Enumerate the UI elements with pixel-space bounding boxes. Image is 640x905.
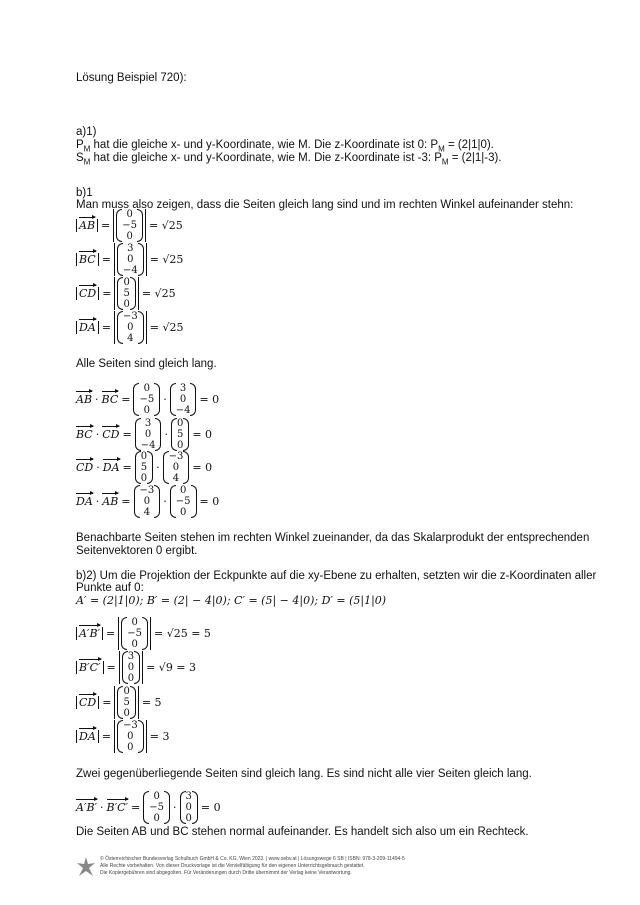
paren-right	[138, 311, 144, 344]
column-vector	[121, 617, 148, 650]
vector-component: 0	[131, 617, 138, 628]
vector-component: 0	[153, 813, 160, 824]
paren-left	[133, 383, 139, 416]
page-heading: Lösung Beispiel 720):	[76, 72, 187, 84]
abs-bars	[114, 686, 138, 719]
paren-right	[147, 451, 153, 484]
abs-bars	[114, 720, 147, 753]
vector-component: 0	[127, 254, 134, 265]
dot-operator: ·	[163, 393, 167, 406]
b2-length-row	[76, 720, 172, 753]
equals-sign: =	[101, 219, 111, 232]
vector-name: BC	[101, 393, 119, 406]
column-vector	[163, 451, 190, 484]
vector-component: 0	[176, 418, 184, 429]
vector-name: AB	[76, 393, 93, 406]
vector-component: −4	[140, 440, 156, 451]
vector-name: CD	[79, 287, 97, 300]
vector-component: 5	[176, 429, 184, 440]
part-b1-label: b)1	[76, 187, 93, 199]
b1-dot-row	[76, 418, 215, 451]
dot-operator: ·	[95, 393, 99, 406]
b1-dot-row	[76, 451, 215, 484]
vector-component: 0	[123, 708, 130, 719]
length-result: = 3	[149, 730, 170, 743]
vector-component: 0	[123, 277, 130, 288]
vector-component: 0	[140, 451, 148, 462]
paren-left	[180, 791, 186, 824]
vector-component: 0	[127, 662, 135, 673]
vector-component: 0	[140, 473, 148, 484]
vector-component: −3	[122, 720, 138, 731]
length-result: = √25	[149, 321, 184, 334]
b2-length-row	[76, 617, 214, 650]
vector-component: −5	[139, 394, 155, 405]
paren-left	[117, 720, 123, 753]
vector-component: 0	[143, 383, 151, 394]
b1-dot-row	[76, 383, 222, 416]
column-vector	[135, 418, 162, 451]
vector-component: 0	[127, 731, 134, 742]
column-vector	[143, 791, 170, 824]
dot-result: = 0	[199, 393, 220, 406]
column-vector	[171, 418, 189, 451]
vector-name: A′B′	[76, 801, 98, 814]
footer-line-3: Die Kopiergebühren sind abgegolten. Für Veränderungen durch Dritte übernimmt der Verlag keine Verantwortung.	[100, 870, 352, 876]
dot-operator: ·	[173, 801, 177, 814]
column-vector	[134, 485, 161, 518]
column-vector	[135, 451, 153, 484]
dot-result: = 0	[200, 801, 221, 814]
length-result: = √25 = 5	[154, 627, 211, 640]
equals-sign: =	[106, 661, 116, 674]
abs-bars	[76, 696, 99, 709]
equals-sign: =	[106, 627, 116, 640]
vector-component: 3	[127, 243, 134, 254]
vector-component: 0	[153, 791, 160, 802]
vector-component: 0	[179, 394, 187, 405]
b2-conclusion: Die Seiten AB und BC stehen normal aufeinander. Es handelt sich also um ein Rechteck.	[76, 826, 529, 838]
b2-intro-2: Punkte auf 0:	[76, 582, 144, 594]
paren-left	[143, 791, 149, 824]
equals-sign: =	[122, 461, 132, 474]
vector-component: −3	[168, 451, 184, 462]
vector-name: A′B′	[79, 627, 101, 640]
equals-sign: =	[101, 253, 111, 266]
paren-left	[170, 383, 176, 416]
equals-sign: =	[131, 801, 141, 814]
vector-component: 3	[127, 651, 135, 662]
paren-right	[190, 383, 196, 416]
vector-component: 0	[126, 231, 133, 242]
paren-right	[134, 651, 140, 684]
vector-component: 0	[185, 813, 192, 824]
column-vector	[117, 311, 144, 344]
vector-component: −5	[175, 496, 191, 507]
vector-component: 0	[143, 496, 151, 507]
vector-component: −5	[149, 802, 164, 813]
vector-component: 0	[123, 686, 130, 697]
footer-line-1: © Österreichischer Bundesverlag Schulbuch GmbH & Co. KG, Wien 2023. | www.oebv.at | Lösungswege 6 SB | ISBN: 978-3-209-11494-5	[100, 856, 405, 862]
abs-bars	[76, 661, 104, 674]
paren-right	[138, 720, 144, 753]
column-vector	[133, 383, 160, 416]
abs-bars	[114, 243, 147, 276]
paren-right	[154, 485, 160, 518]
paren-left	[117, 243, 123, 276]
vector-name: BC	[76, 428, 93, 441]
footer	[100, 856, 405, 877]
column-vector	[117, 277, 135, 310]
dot-operator: ·	[95, 495, 100, 508]
paren-left	[116, 209, 122, 242]
b2-intro-1: b)2) Um die Projektion der Eckpunkte auf die xy-Ebene zu erhalten, setzten wir die z-Koordinaten aller	[76, 570, 597, 582]
paren-right	[138, 243, 144, 276]
vector-component: 3	[185, 791, 192, 802]
abs-bars	[118, 617, 151, 650]
paren-left	[135, 451, 141, 484]
column-vector	[116, 209, 143, 242]
vector-component: −4	[122, 265, 138, 276]
column-vector	[180, 791, 198, 824]
vector-component: 5	[123, 697, 130, 708]
vector-component: 0	[179, 485, 187, 496]
equals-sign: =	[102, 696, 112, 709]
vector-component: 4	[172, 473, 180, 484]
dot-operator: ·	[96, 461, 100, 474]
equals-sign: =	[102, 287, 112, 300]
vector-name: DA	[102, 461, 120, 474]
vector-component: −5	[127, 628, 142, 639]
b1-length-row	[76, 243, 186, 276]
b1-equal-text: Alle Seiten sind gleich lang.	[76, 358, 217, 370]
column-vector	[170, 383, 197, 416]
dot-result: = 0	[199, 495, 220, 508]
column-vector	[117, 686, 135, 719]
vector-component: 3	[144, 418, 152, 429]
vector-component: 0	[176, 440, 184, 451]
vector-name: DA	[76, 495, 93, 508]
vector-component: 3	[179, 383, 187, 394]
b2-length-row	[76, 651, 199, 684]
paren-right	[191, 485, 197, 518]
vector-component: 0	[172, 462, 180, 473]
abs-bars	[76, 287, 99, 300]
vector-component: −3	[122, 311, 138, 322]
vector-name: CD	[102, 428, 120, 441]
part-a-label: a)1)	[76, 126, 97, 138]
dot-result: = 0	[192, 428, 213, 441]
paren-right	[154, 383, 160, 416]
vector-component: 0	[126, 209, 133, 220]
column-vector	[122, 651, 140, 684]
paren-right	[130, 277, 136, 310]
equals-sign: =	[101, 321, 111, 334]
paren-right	[183, 418, 189, 451]
paren-right	[155, 418, 161, 451]
vector-component: 0	[127, 742, 134, 753]
vector-component: 5	[140, 462, 148, 473]
paren-right	[137, 209, 143, 242]
sm-line: $S_M$ hat die gleiche x- und y-Koordinate, wie M. Die z-Koordinate ist -3: $P_M = (2|1|-3)$.	[76, 152, 502, 167]
b1-length-row	[76, 209, 186, 242]
vector-name: B′C′	[79, 661, 101, 674]
b2-equal-text: Zwei gegenüberliegende Seiten sind gleich lang. Es sind nicht alle vier Seiten gleich lang.	[76, 768, 532, 780]
vector-name: AB	[102, 495, 119, 508]
vector-component: 0	[144, 429, 152, 440]
length-result: = √9 = 3	[146, 661, 197, 674]
vector-component: 0	[127, 673, 135, 684]
vector-component: −4	[175, 405, 191, 416]
abs-bars	[76, 730, 99, 743]
paren-right	[164, 791, 170, 824]
dot-operator: ·	[156, 461, 160, 474]
vector-name: CD	[79, 696, 97, 709]
b1-length-row	[76, 311, 186, 344]
paren-left	[135, 418, 141, 451]
equals-sign: =	[122, 428, 132, 441]
b1-intro: Man muss also zeigen, dass die Seiten gleich lang sind und im rechten Winkel aufeinander stehn:	[76, 199, 574, 211]
vector-component: 0	[127, 322, 134, 333]
paren-left	[121, 617, 127, 650]
vector-component: 0	[131, 639, 138, 650]
vector-component: 0	[185, 802, 192, 813]
abs-bars	[119, 651, 143, 684]
footer-line-2: Alle Rechte vorbehalten. Von dieser Druckvorlage ist die Vervielfältigung für den eigenen Unterrichtsgebrauch gestattet.	[100, 863, 365, 869]
column-vector	[117, 720, 144, 753]
b2-dot-row	[76, 791, 224, 824]
abs-bars	[76, 253, 99, 266]
paren-right	[142, 617, 148, 650]
paren-left	[170, 485, 176, 518]
b1-length-row	[76, 277, 179, 310]
paren-left	[117, 277, 123, 310]
abs-bars	[114, 311, 147, 344]
b1-conclusion-2: Seitenvektoren 0 ergibt.	[76, 545, 198, 557]
abs-bars	[76, 321, 99, 334]
vector-component: 4	[127, 333, 134, 344]
length-result: = √25	[149, 253, 184, 266]
b1-conclusion-1: Benachbarte Seiten stehen im rechten Winkel zueinander, da das Skalarprodukt der entsprechenden	[76, 532, 590, 544]
abs-bars	[76, 219, 98, 232]
abs-bars	[114, 277, 138, 310]
paren-left	[171, 418, 177, 451]
vector-name: B′C′	[106, 801, 129, 814]
vector-component: 5	[123, 288, 130, 299]
abs-bars	[76, 627, 103, 640]
column-vector	[170, 485, 197, 518]
pm-line: $P_M$ hat die gleiche x- und y-Koordinate, wie M. Die z-Koordinate ist 0: $P_M = (2|1|0)$.	[76, 139, 494, 154]
dot-result: = 0	[192, 461, 213, 474]
paren-right	[130, 686, 136, 719]
vector-name: AB	[79, 219, 96, 232]
column-vector	[117, 243, 144, 276]
equals-sign: =	[121, 495, 131, 508]
b2-length-row	[76, 686, 165, 719]
paren-right	[183, 451, 189, 484]
equals-sign: =	[101, 730, 111, 743]
equals-sign: =	[121, 393, 131, 406]
vector-component: −3	[139, 485, 155, 496]
length-result: = √25	[141, 287, 176, 300]
paren-left	[134, 485, 140, 518]
abs-bars	[113, 209, 146, 242]
vector-component: 0	[143, 405, 151, 416]
paren-left	[117, 311, 123, 344]
paren-left	[117, 686, 123, 719]
length-result: = √25	[149, 219, 183, 232]
vector-component: 0	[179, 507, 187, 518]
length-result: = 5	[141, 696, 162, 709]
vector-component: 0	[123, 299, 130, 310]
dot-operator: ·	[100, 801, 104, 814]
vector-component: −5	[122, 220, 137, 231]
dot-operator: ·	[163, 495, 167, 508]
publisher-logo-icon	[76, 856, 96, 878]
paren-left	[122, 651, 128, 684]
vector-name: DA	[79, 321, 96, 334]
dot-operator: ·	[95, 428, 100, 441]
paren-left	[163, 451, 169, 484]
vector-name: CD	[76, 461, 94, 474]
b2-points: A′ = (2|1|0); B′ = (2| − 4|0); C′ = (5| − 4|0); D′ = (5|1|0)	[76, 594, 387, 607]
vector-name: DA	[79, 730, 96, 743]
paren-right	[192, 791, 198, 824]
dot-operator: ·	[164, 428, 168, 441]
b1-dot-row	[76, 485, 222, 518]
vector-name: BC	[79, 253, 96, 266]
vector-component: 4	[143, 507, 151, 518]
